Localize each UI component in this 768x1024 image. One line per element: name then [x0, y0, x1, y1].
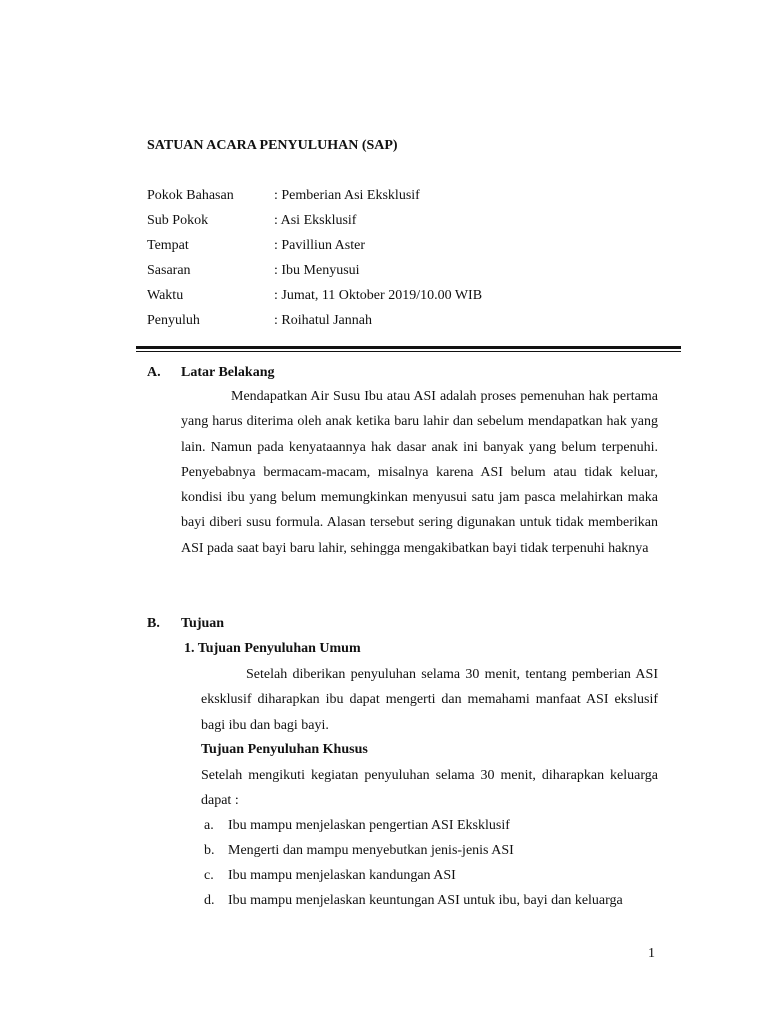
info-label-waktu: Waktu: [147, 288, 184, 303]
info-value-waktu: : Jumat, 11 Oktober 2019/10.00 WIB: [274, 288, 483, 303]
info-value-sub-pokok: : Asi Eksklusif: [274, 213, 357, 228]
info-value-penyuluh: : Roihatul Jannah: [274, 313, 372, 328]
subsection-general-paragraph: Setelah diberikan penyuluhan selama 30 menit, tentang pemberian ASI eksklusif diharapkan ibu dapat mengerti dan memahami manfaat ASI ekslusif bagi ibu dan bagi bayi.: [201, 667, 658, 733]
subsection-specific-heading: Tujuan Penyuluhan Khusus: [201, 742, 368, 757]
section-b-letter: B.: [147, 616, 160, 631]
info-label-sasaran: Sasaran: [147, 263, 191, 278]
subsection-specific-paragraph: Setelah mengikuti kegiatan penyuluhan selama 30 menit, diharapkan keluarga dapat :: [201, 768, 658, 809]
info-value-pokok-bahasan: : Pemberian Asi Eksklusif: [274, 188, 420, 203]
section-a-letter: A.: [147, 365, 161, 380]
list-item: Ibu mampu menjelaskan kandungan ASI: [228, 868, 456, 883]
list-item-marker: b.: [204, 843, 215, 858]
header-divider-thin: [136, 351, 681, 352]
page-number: 1: [648, 946, 655, 961]
list-item-marker: c.: [204, 868, 214, 883]
info-label-pokok-bahasan: Pokok Bahasan: [147, 188, 234, 203]
subsection-general-heading: 1. Tujuan Penyuluhan Umum: [184, 641, 361, 656]
list-item-marker: a.: [204, 818, 214, 833]
info-value-tempat: : Pavilliun Aster: [274, 238, 365, 253]
info-value-sasaran: : Ibu Menyusui: [274, 263, 360, 278]
section-a-paragraph: Mendapatkan Air Susu Ibu atau ASI adalah proses pemenuhan hak pertama yang harus diterima oleh anak ketika baru lahir dan sebelum mendapatkan hak yang lain. Namun pada kenyataannya hak dasar anak ini banyak yang belum terpenuhi. Penyebabnya bermacam-macam, misalnya karena ASI belum atau tidak keluar, kondisi ibu yang belum memungkinkan menyusui satu jam pasca melahirkan maka bayi diberi susu formula. Alasan tersebut sering digunakan untuk tidak memberikan ASI pada saat bayi baru lahir, sehingga mengakibatkan bayi tidak terpenuhi haknya: [181, 389, 658, 556]
info-label-tempat: Tempat: [147, 238, 189, 253]
header-divider-thick: [136, 346, 681, 349]
list-item: Ibu mampu menjelaskan pengertian ASI Eksklusif: [228, 818, 510, 833]
info-label-sub-pokok: Sub Pokok: [147, 213, 209, 228]
list-item: Ibu mampu menjelaskan keuntungan ASI untuk ibu, bayi dan keluarga: [228, 893, 623, 908]
list-item-marker: d.: [204, 893, 215, 908]
document-title: SATUAN ACARA PENYULUHAN (SAP): [147, 138, 398, 153]
info-label-penyuluh: Penyuluh: [147, 313, 200, 328]
list-item: Mengerti dan mampu menyebutkan jenis-jenis ASI: [228, 843, 514, 858]
section-a-heading: Latar Belakang: [181, 365, 275, 380]
section-b-heading: Tujuan: [181, 616, 225, 631]
